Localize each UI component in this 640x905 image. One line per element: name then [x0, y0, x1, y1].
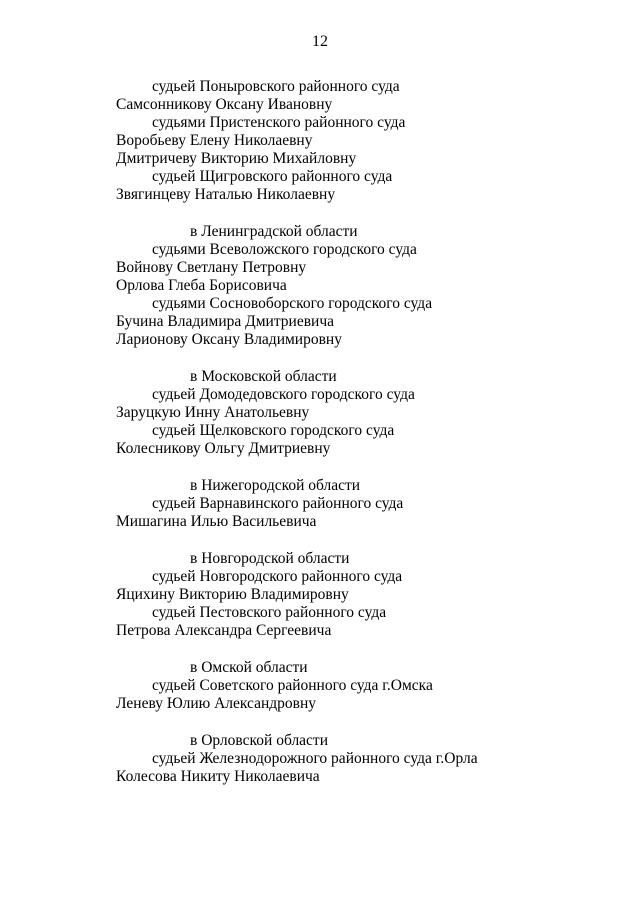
person-name: Колесова Никиту Николаевича: [116, 768, 320, 785]
person-name: Звягинцеву Наталью Николаевну: [116, 186, 336, 203]
region-heading: в Новгородской области: [190, 550, 350, 567]
court-line: судьей Варнавинского районного суда: [152, 495, 404, 512]
court-line: судьями Пристенского районного суда: [152, 114, 406, 131]
person-name: Войнову Светлану Петровну: [116, 259, 307, 276]
person-name: Дмитричеву Викторию Михайловну: [116, 150, 357, 167]
person-name: Колесникову Ольгу Дмитриевну: [116, 440, 331, 457]
person-name: Леневу Юлию Александровну: [116, 695, 317, 712]
court-line: судьей Домодедовского городского суда: [152, 386, 415, 403]
person-name: Орлова Глеба Борисовича: [116, 277, 287, 294]
region-heading: в Нижегородской области: [190, 477, 361, 494]
person-name: Петрова Александра Сергеевича: [116, 622, 332, 639]
person-name: Самсонникову Оксану Ивановну: [116, 96, 333, 113]
person-name: Заруцкую Инну Анатольевну: [116, 404, 310, 421]
region-heading: в Орловской области: [190, 732, 329, 749]
page-number: 12: [312, 33, 328, 50]
region-heading: в Московской области: [190, 368, 337, 385]
court-line: судьями Всеволожского городского суда: [152, 241, 417, 258]
court-line: судьей Поныровского районного суда: [152, 78, 400, 95]
court-line: судьей Щелковского городского суда: [152, 422, 395, 439]
person-name: Бучина Владимира Дмитриевича: [116, 313, 334, 330]
person-name: Мишагина Илью Васильевича: [116, 513, 317, 530]
person-name: Ларионову Оксану Владимировну: [116, 331, 342, 348]
person-name: Воробьеву Елену Николаевну: [116, 132, 313, 149]
court-line: судьей Пестовского районного суда: [152, 604, 387, 621]
court-line: судьей Новгородского районного суда: [152, 568, 403, 585]
court-line: судьями Сосновоборского городского суда: [152, 295, 433, 312]
court-line: судьей Щигровского районного суда: [152, 168, 393, 185]
person-name: Яцихину Викторию Владимировну: [116, 586, 349, 603]
region-heading: в Омской области: [190, 659, 308, 676]
court-line: судьей Советского районного суда г.Омска: [152, 677, 433, 694]
region-heading: в Ленинградской области: [190, 223, 358, 240]
court-line: судьей Железнодорожного районного суда г.Орла: [152, 750, 478, 767]
